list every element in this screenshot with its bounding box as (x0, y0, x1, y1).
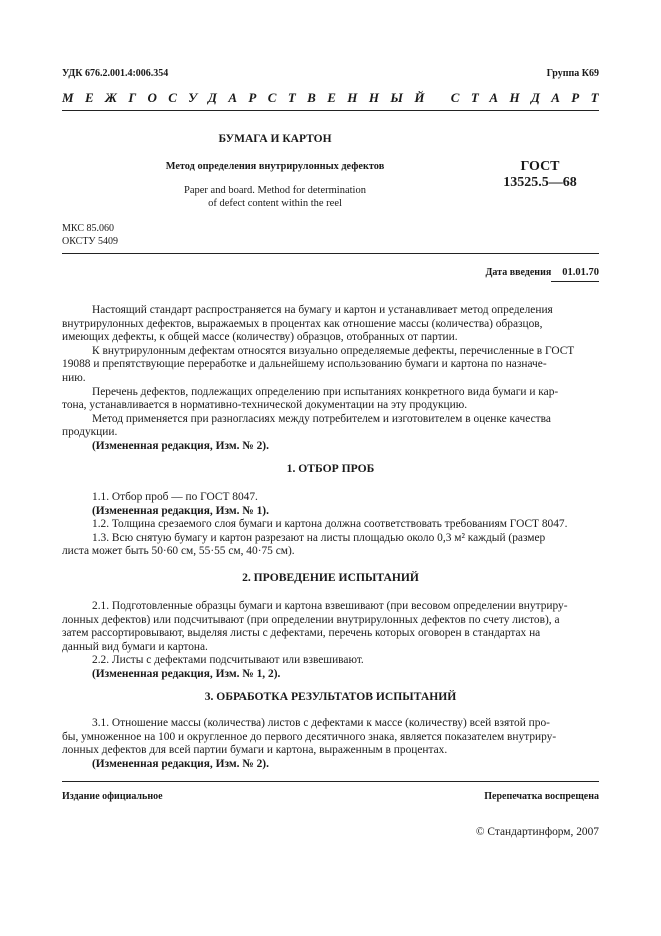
intro-date (486, 267, 599, 278)
section-body (62, 717, 599, 771)
gost-number: 13525.5—68 (503, 175, 577, 190)
intro-paragraph (62, 304, 599, 454)
section-body (62, 600, 599, 682)
section-heading: 3. ОБРАБОТКА РЕЗУЛЬТАТОВ ИСПЫТАНИЙ (204, 690, 457, 703)
gost-label: ГОСТ (520, 159, 560, 174)
text-line: Метод применяется при разногласиях между потребителем и изготовителем в оценке качества (92, 412, 551, 425)
amendment-note: (Измененная редакция, Изм. № 1, 2). (92, 667, 281, 680)
amendment-note: (Измененная редакция, Изм. № 2). (92, 757, 269, 770)
udk-code: УДК 676.2.001.4:006.354 (62, 68, 169, 79)
text-line: бы, умноженное на 100 и округленное до первого десятичного знака, является показателем внутриру- (62, 730, 557, 743)
text-line: продукции. (62, 426, 118, 439)
amendment-note: (Измененная редакция, Изм. № 1). (92, 504, 269, 517)
text-line: 1.2. Толщина срезаемого слоя бумаги и картона должна соответствовать требованиям ГОСТ 8047. (92, 518, 568, 531)
text-line: 2.2. Листы с дефектами подсчитывают или взвешивают. (92, 654, 364, 667)
okstu-code: ОКСТУ 5409 (62, 236, 119, 247)
standard-banner (62, 90, 610, 106)
text-line: Перечень дефектов, подлежащих определению при испытаниях конкретного вида бумаги и кар- (92, 385, 559, 398)
banner-interstate: МЕЖГОСУДАРСТВЕННЫЙ (62, 90, 436, 105)
text-line: 3.1. Отношение массы (количества) листов с дефектами к массе (количеству) всей взятой про- (92, 717, 550, 729)
text-line: лонных дефектов для всей партии бумаги и картона, выраженным в процентах. (62, 744, 448, 757)
footer-rule (62, 781, 599, 782)
text-line: К внутрирулонным дефектам относятся визуально определяемые дефекты, перечисленные в ГОСТ (92, 344, 575, 357)
header-rule (62, 110, 599, 111)
text-line: нию. (62, 371, 86, 384)
english-title-line: Paper and board. Method for determination (184, 185, 366, 196)
group-code: Группа К69 (546, 68, 599, 79)
reprint-prohibited: Перепечатка воспрещена (484, 791, 599, 802)
english-title (110, 184, 440, 210)
amendment-note: (Измененная редакция, Изм. № 2). (92, 439, 269, 452)
intro-date-underline (551, 281, 599, 282)
codes-rule (62, 253, 599, 254)
copyright: © Стандартинформ, 2007 (475, 826, 599, 838)
text-line: внутрирулонных дефектов, выражаемых в процентах как отношение массы (количества) образцов, (62, 317, 543, 330)
gost-designation (470, 159, 610, 191)
text-line: лонных дефектов) или подсчитывают (при определении внутрирулонных дефектов по счету листов), а (62, 613, 560, 626)
text-line: 19088 и препятствующие переработке и дальнейшему использованию бумаги и картона по назначе- (62, 358, 547, 371)
section-body (62, 491, 599, 559)
english-title-line: of defect content within the reel (208, 198, 342, 209)
section-heading: 1. ОТБОР ПРОБ (286, 462, 375, 475)
mks-code: МКС 85.060 (62, 223, 114, 234)
intro-date-label: Дата введения (485, 267, 552, 278)
intro-date-value: 01.01.70 (562, 267, 599, 278)
text-line: тона, устанавливается в нормативно-технической документации на эту продукцию. (62, 399, 468, 412)
header-row (62, 68, 599, 79)
document-subtitle: Метод определения внутрирулонных дефектов (165, 161, 385, 172)
text-line: данный вид бумаги и картона. (62, 640, 208, 653)
text-line: 1.1. Отбор проб — по ГОСТ 8047. (92, 491, 258, 503)
classification-codes (62, 222, 118, 248)
text-line: листа может быть 50·60 см, 55·55 см, 40·75 см). (62, 545, 295, 558)
text-line: имеющих дефекты, к общей массе (количеству) образцов, отобранных от партии. (62, 331, 458, 344)
text-line: затем рассортировывают, выделяя листы с дефектами, перечень которых оговорен в стандартах на (62, 627, 541, 640)
section-heading: 2. ПРОВЕДЕНИЕ ИСПЫТАНИЙ (242, 571, 419, 584)
text-line: 1.3. Всю снятую бумагу и картон разрезают на листы площадью около 0,3 м² каждый (размер (92, 531, 546, 544)
text-line: Настоящий стандарт распространяется на бумагу и картон и устанавливает метод определения (92, 304, 553, 316)
official-edition: Издание официальное (62, 791, 163, 802)
document-title: БУМАГА И КАРТОН (218, 133, 332, 145)
banner-standard: СТАНДАРТ (450, 90, 610, 105)
text-line: 2.1. Подготовленные образцы бумаги и картона взвешивают (при весовом определении внутриру- (92, 600, 568, 612)
